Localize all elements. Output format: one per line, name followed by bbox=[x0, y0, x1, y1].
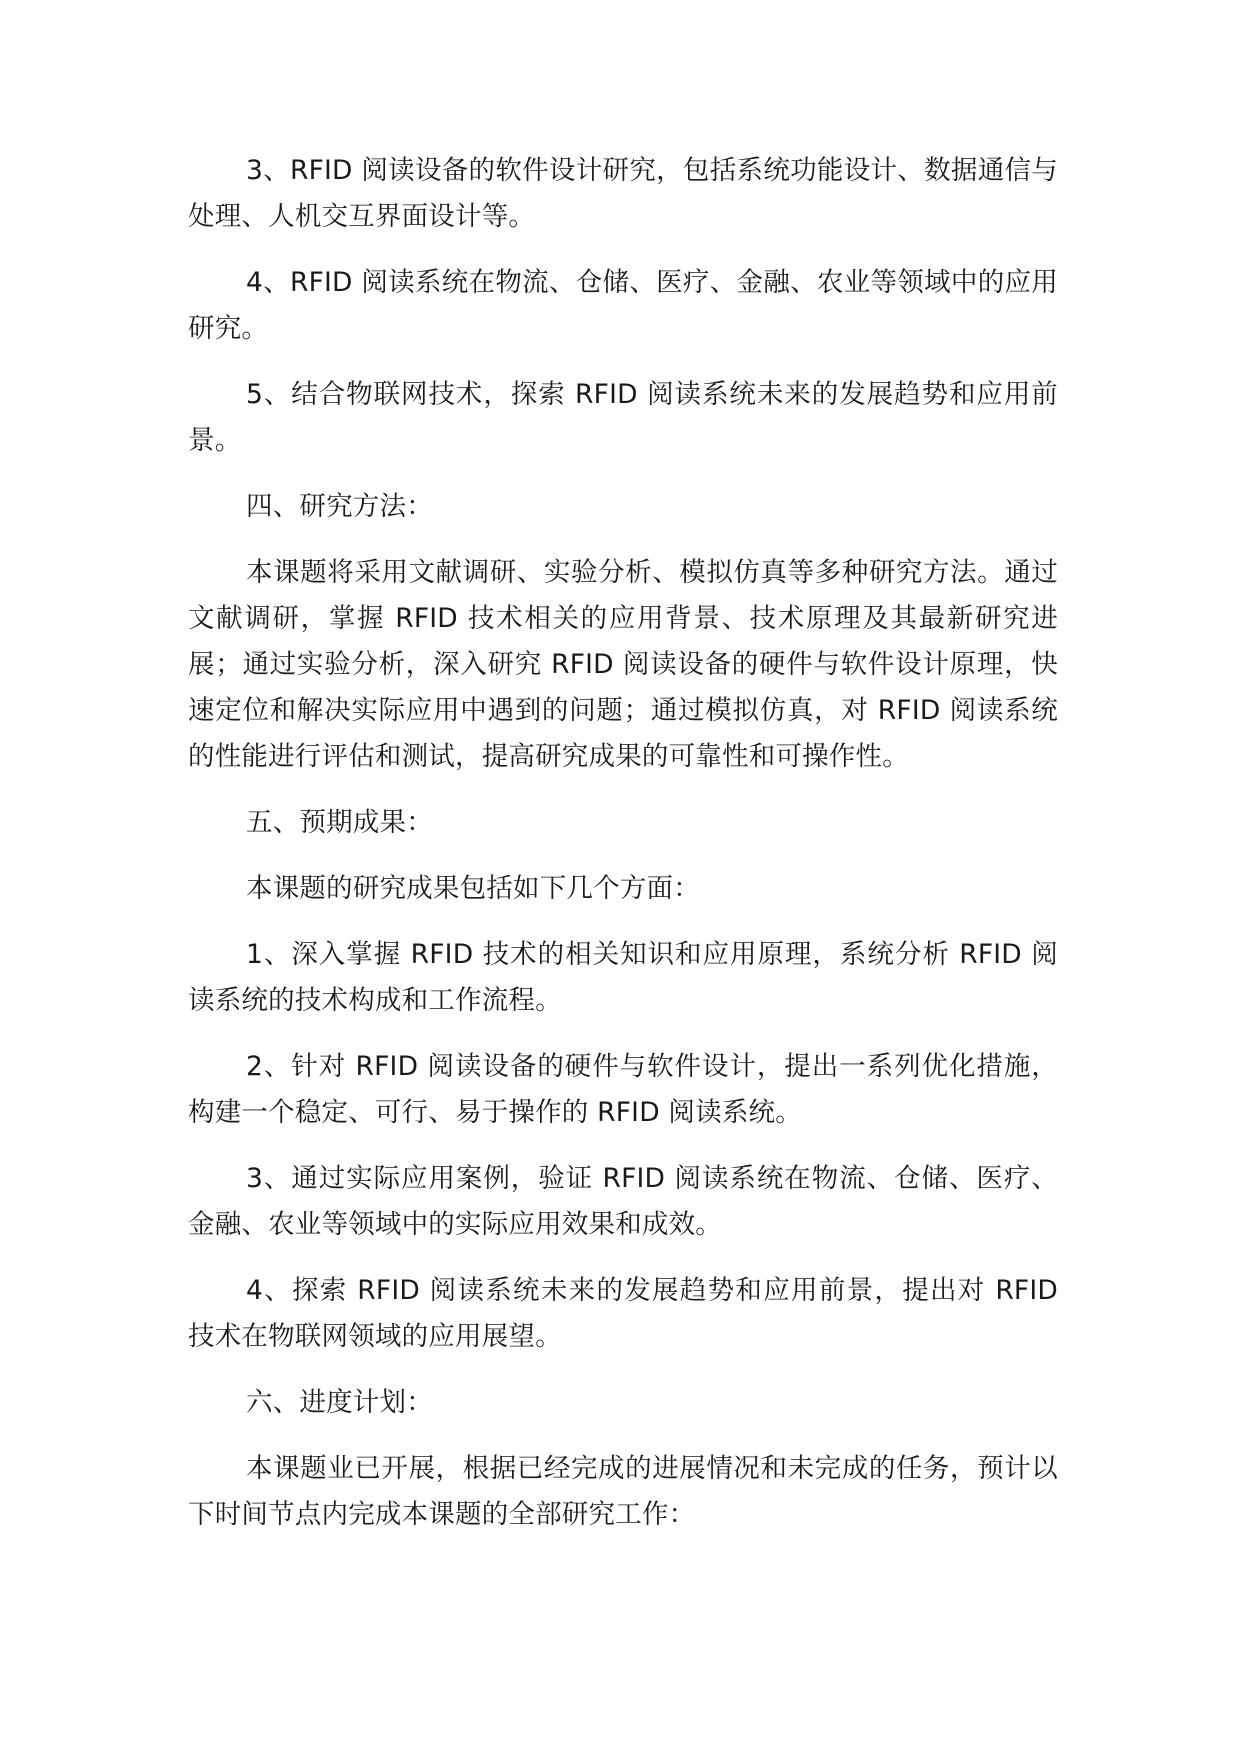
paragraph-research-methods: 本课题将采用文献调研、实验分析、模拟仿真等多种研究方法。通过文献调研，掌握 RFID 技术相关的应用背景、技术原理及其最新研究进展；通过实验分析，深入研究 RFID 阅读设备的硬件与软件设计原理，快速定位和解决实际应用中遇到的问题；通过模拟仿真，对 RFID 阅读系统的性能进行评估和测试，提高研究成果的可靠性和可操作性。 bbox=[188, 557, 1058, 772]
paragraph-application-research: 4、RFID 阅读系统在物流、仓储、医疗、金融、农业等领域中的应用研究。 bbox=[188, 267, 1058, 344]
section-heading-expected-results: 五、预期成果： bbox=[246, 807, 433, 838]
document-body bbox=[188, 148, 1058, 1558]
section-heading-schedule: 六、进度计划： bbox=[246, 1387, 433, 1418]
paragraph-software-design: 3、RFID 阅读设备的软件设计研究，包括系统功能设计、数据通信与处理、人机交互界面设计等。 bbox=[188, 155, 1058, 232]
paragraph-result-1: 1、深入掌握 RFID 技术的相关知识和应用原理，系统分析 RFID 阅读系统的技术构成和工作流程。 bbox=[188, 939, 1058, 1016]
section-heading-research-methods: 四、研究方法： bbox=[246, 491, 433, 522]
paragraph-result-3: 3、通过实际应用案例，验证 RFID 阅读系统在物流、仓储、医疗、金融、农业等领域中的实际应用效果和成效。 bbox=[188, 1163, 1058, 1240]
paragraph-result-2: 2、针对 RFID 阅读设备的硬件与软件设计，提出一系列优化措施，构建一个稳定、可行、易于操作的 RFID 阅读系统。 bbox=[188, 1051, 1058, 1128]
paragraph-iot-prospects: 5、结合物联网技术，探索 RFID 阅读系统未来的发展趋势和应用前景。 bbox=[188, 379, 1058, 456]
paragraph-results-intro: 本课题的研究成果包括如下几个方面： bbox=[246, 873, 700, 904]
paragraph-result-4: 4、探索 RFID 阅读系统未来的发展趋势和应用前景，提出对 RFID 技术在物联网领域的应用展望。 bbox=[188, 1275, 1058, 1352]
paragraph-schedule: 本课题业已开展，根据已经完成的进展情况和未完成的任务，预计以下时间节点内完成本课题的全部研究工作： bbox=[188, 1453, 1058, 1530]
